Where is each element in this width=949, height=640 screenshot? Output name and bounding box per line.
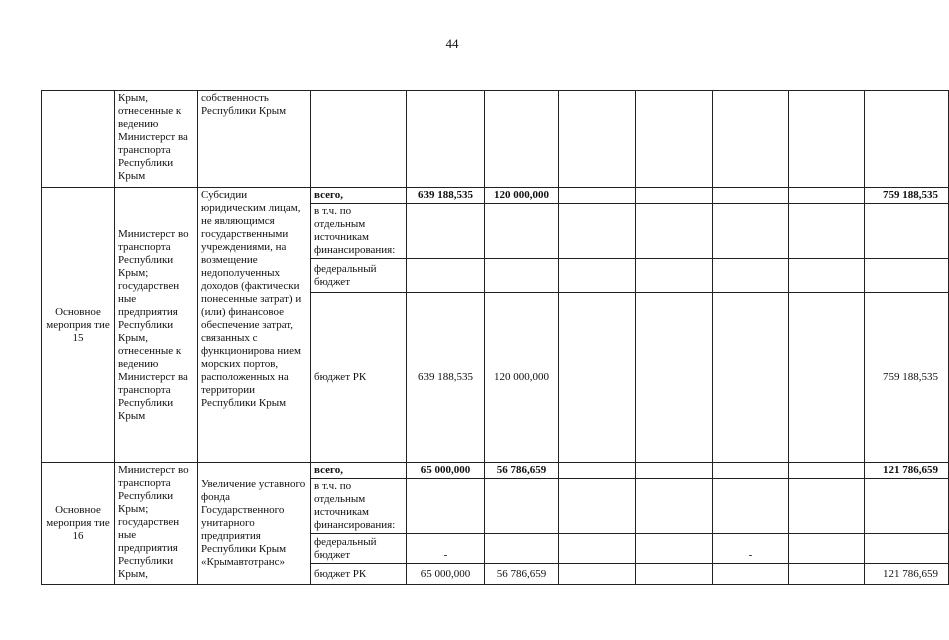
description-cell: Увеличение уставного фонда Государственного унитарного предприятия Республики Крым «Крымавтотранс» (198, 463, 311, 585)
source-label: федеральный бюджет (311, 534, 407, 564)
value-cell: 56 786,659 (485, 463, 559, 479)
event-name-cell: Основное мероприя тие 15 (42, 188, 115, 463)
page-number: 44 (445, 36, 459, 51)
budget-table (41, 90, 949, 585)
description-cell: собственность Республики Крым (198, 91, 311, 188)
source-label: федеральный бюджет (311, 259, 407, 293)
executor-cell: Министерст во транспорта Республики Крым; государствен ные предприятия Республики Крым, (115, 463, 198, 585)
source-label: в т.ч. по отдельным источникам финансирования: (311, 479, 407, 534)
value-cell: 120 000,000 (485, 293, 559, 463)
source-label: бюджет РК (311, 293, 407, 463)
executor-cell: Крым, отнесенные к ведению Министерст ва транспорта Республики Крым (115, 91, 198, 188)
value-cell: 56 786,659 (485, 564, 559, 585)
table-row (42, 91, 949, 188)
value-cell: 639 188,535 (407, 293, 485, 463)
sum-cell: 121 786,659 (865, 564, 949, 585)
sum-cell: 759 188,535 (865, 188, 949, 204)
value-cell: 65 000,000 (407, 564, 485, 585)
sum-cell: 759 188,535 (865, 293, 949, 463)
value-cell: - (713, 534, 789, 564)
table-row (42, 188, 949, 204)
value-cell: - (407, 534, 485, 564)
event-name-cell: Основное мероприя тие 16 (42, 463, 115, 585)
source-label: всего, (311, 463, 407, 479)
value-cell: 120 000,000 (485, 188, 559, 204)
value-cell: 639 188,535 (407, 188, 485, 204)
description-cell: Субсидии юридическим лицам, не являющимся государственными учреждениями, на возмещение недополученных доходов (фактически понесенные затрат) и (или) финансовое обеспечение затрат, связанных с функционирова нием морских портов, расположенных на территории Республики Крым (198, 188, 311, 463)
source-label: в т.ч. по отдельным источникам финансирования: (311, 204, 407, 259)
table-row (42, 463, 949, 479)
executor-cell: Министерст во транспорта Республики Крым; государствен ные предприятия Республики Крым, отнесенные к ведению Министерст ва транспорта Республики Крым (115, 188, 198, 463)
source-label: бюджет РК (311, 564, 407, 585)
event-name-cell (42, 91, 115, 188)
source-label: всего, (311, 188, 407, 204)
value-cell: 65 000,000 (407, 463, 485, 479)
sum-cell: 121 786,659 (865, 463, 949, 479)
